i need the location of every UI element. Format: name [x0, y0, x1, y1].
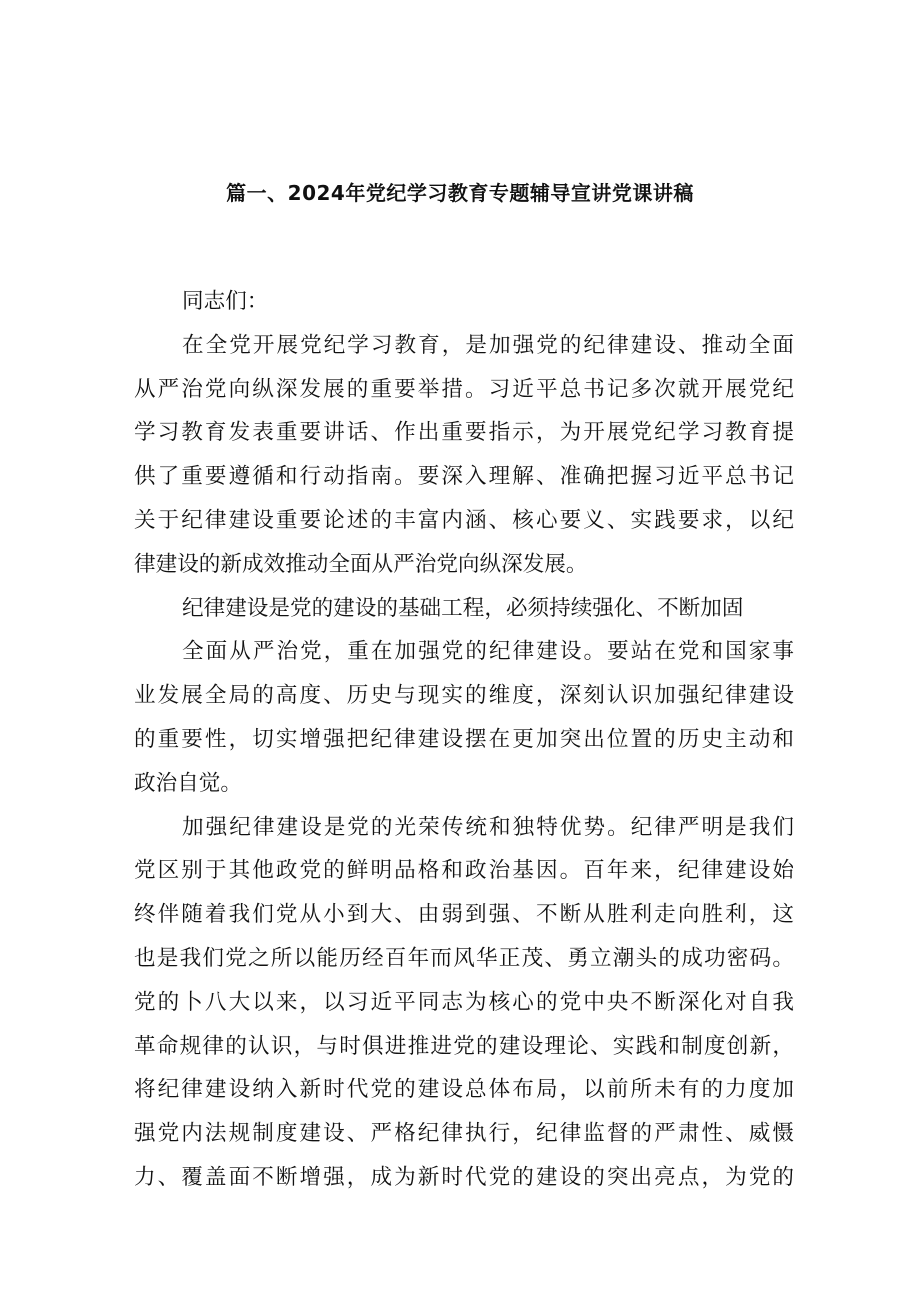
body-line: 党区别于其他政党的鲜明品格和政治基因。百年来，纪律建设始 — [134, 858, 794, 884]
body-line: 党的卜八大以来，以习近平同志为核心的党中央不断深化对自我 — [134, 989, 794, 1015]
body-line: 也是我们党之所以能历经百年而风华正茂、勇立潮头的成功密码。 — [134, 945, 794, 971]
body-line: 强党内法规制度建设、严格纪律执行，纪律监督的严肃性、威慑 — [134, 1121, 794, 1147]
body-line: 力、覆盖面不断增强，成为新时代党的建设的突出亮点，为党的 — [134, 1164, 794, 1190]
body-line: 供了重要遵循和行动指南。要深入理解、准确把握习近平总书记 — [134, 464, 794, 490]
body-line: 在全党开展党纪学习教育，是加强党的纪律建设、推动全面 — [182, 332, 794, 358]
body-line: 加强纪律建设是党的光荣传统和独特优势。纪律严明是我们 — [182, 814, 794, 840]
body-line: 终伴随着我们党从小到大、由弱到强、不断从胜利走向胜利，这 — [134, 902, 794, 928]
body-line: 全面从严治党，重在加强党的纪律建设。要站在党和国家事 — [182, 639, 794, 665]
body-line: 学习教育发表重要讲话、作出重要指示，为开展党纪学习教育提 — [134, 420, 794, 446]
document-title: 篇一、2024年党纪学习教育专题辅导宣讲党课讲稿 — [226, 181, 694, 205]
body-line: 政治自觉。 — [134, 770, 242, 796]
body-line: 同志们： — [182, 289, 269, 314]
body-line: 从严治党向纵深发展的重要举措。习近平总书记多次就开展党纪 — [134, 376, 794, 402]
body-line: 革命规律的认识，与时俱进推进党的建设理论、实践和制度创新， — [134, 1033, 794, 1059]
body-line: 纪律建设是党的建设的基础工程，必须持续强化、不断加固 — [182, 595, 744, 621]
body-line: 的重要性，切实增强把纪律建设摆在更加突出位置的历史主动和 — [134, 726, 794, 752]
body-line: 关于纪律建设重要论述的丰富内涵、核心要义、实践要求，以纪 — [134, 507, 794, 533]
body-line: 将纪律建设纳入新时代党的建设总体布局，以前所未有的力度加 — [134, 1077, 794, 1103]
document-body — [134, 280, 794, 1200]
body-line: 业发展全局的高度、历史与现实的维度，深刻认识加强纪律建设 — [134, 683, 794, 709]
body-line: 律建设的新成效推动全面从严治党向纵深发展。 — [134, 551, 588, 577]
